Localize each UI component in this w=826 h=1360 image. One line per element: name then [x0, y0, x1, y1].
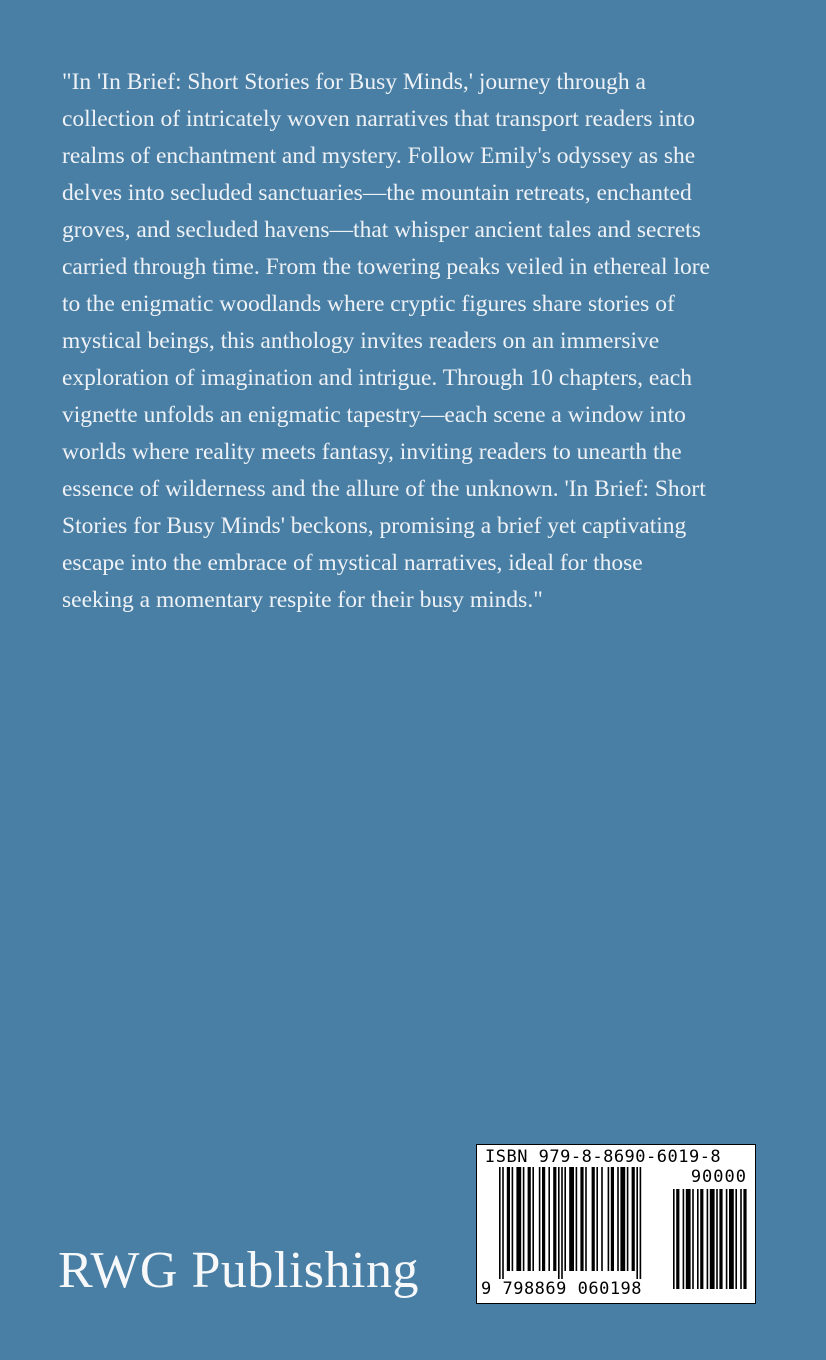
barcode-bar [627, 1167, 629, 1271]
barcode-bar [542, 1167, 545, 1271]
ean-number: 9 798869 060198 [481, 1279, 643, 1299]
isbn-barcode [476, 1144, 756, 1304]
barcode-bar [686, 1189, 691, 1289]
barcode-bar [692, 1189, 694, 1289]
barcode-bar [528, 1167, 531, 1271]
blurb-line: essence of wilderness and the allure of the unknown. 'In Brief: Short [62, 476, 706, 502]
barcode-bar [673, 1189, 675, 1289]
blurb-line: worlds where reality meets fantasy, inviting readers to unearth the [62, 439, 682, 465]
barcode-bar [601, 1167, 603, 1271]
barcode-bar [516, 1167, 521, 1271]
barcode-bar [700, 1189, 703, 1289]
blurb-line: carried through time. From the towering peaks veiled in ethereal lore [62, 254, 710, 280]
barcode-bar [617, 1167, 619, 1271]
blurb-line: collection of intricately woven narratives that transport readers into [62, 106, 695, 132]
barcode-bar [548, 1167, 550, 1271]
barcode-bar [729, 1189, 734, 1289]
blurb-line: mystical beings, this anthology invites readers on an immersive [62, 328, 660, 354]
barcode-bar [532, 1167, 534, 1271]
barcode-bar [620, 1167, 625, 1271]
barcode-bar [502, 1167, 504, 1279]
barcode-bar [608, 1167, 610, 1271]
barcode-bar [564, 1167, 566, 1271]
barcode-bar [710, 1189, 715, 1289]
barcode-bar [523, 1167, 525, 1271]
barcode-bar [632, 1167, 635, 1271]
blurb-text [62, 64, 767, 619]
barcode-bar [569, 1167, 574, 1271]
isbn-label: ISBN 979-8-8690-6019-8 [485, 1147, 722, 1167]
barcode-bar [585, 1167, 587, 1271]
barcode-bar [576, 1167, 578, 1271]
barcode-bar [735, 1189, 737, 1289]
barcode-bar [499, 1167, 501, 1279]
barcode-bar [553, 1167, 556, 1271]
barcode-bars-main [499, 1167, 659, 1279]
barcode-bar [697, 1189, 699, 1289]
barcode-bar [539, 1167, 541, 1271]
barcode-bar [716, 1189, 718, 1289]
publisher-name: RWG Publishing [58, 1242, 419, 1299]
barcode-bar [592, 1167, 595, 1271]
barcode-bar [512, 1167, 514, 1271]
barcode-bar [707, 1189, 709, 1289]
blurb-line: Stories for Busy Minds' beckons, promising a brief yet captivating [62, 513, 687, 539]
barcode-bar [743, 1189, 746, 1289]
barcode-bar [507, 1167, 510, 1271]
barcode-bar [726, 1189, 728, 1289]
blurb-line: seeking a momentary respite for their busy minds." [62, 587, 543, 613]
blurb-line: "In 'In Brief: Short Stories for Busy Minds,' journey through a [62, 69, 646, 95]
barcode-bar [676, 1189, 679, 1289]
barcode-bar [611, 1167, 614, 1271]
blurb-line: escape into the embrace of mystical narratives, ideal for those [62, 550, 643, 576]
blurb-line: to the enigmatic woodlands where cryptic figures share stories of [62, 291, 675, 317]
blurb-line: groves, and secluded havens—that whisper ancient tales and secrets [62, 217, 701, 243]
blurb-line: exploration of imagination and intrigue. Through 10 chapters, each [62, 365, 692, 391]
barcode-bar [683, 1189, 685, 1289]
barcode-bar [636, 1167, 638, 1279]
barcode-bar [580, 1167, 583, 1271]
barcode-bar [561, 1167, 563, 1279]
price-code: 90000 [690, 1167, 747, 1187]
barcode-bar [558, 1167, 560, 1279]
barcode-bar [740, 1189, 742, 1289]
blurb-line: delves into secluded sanctuaries—the mountain retreats, enchanted [62, 180, 692, 206]
barcode-bar [640, 1167, 642, 1279]
barcode-bar [719, 1189, 722, 1289]
barcode-bars-addon [673, 1189, 749, 1297]
blurb-line: vignette unfolds an enigmatic tapestry—each scene a window into [62, 402, 686, 428]
barcode-bar [596, 1167, 598, 1271]
blurb-line: realms of enchantment and mystery. Follow Emily's odyssey as she [62, 143, 696, 169]
